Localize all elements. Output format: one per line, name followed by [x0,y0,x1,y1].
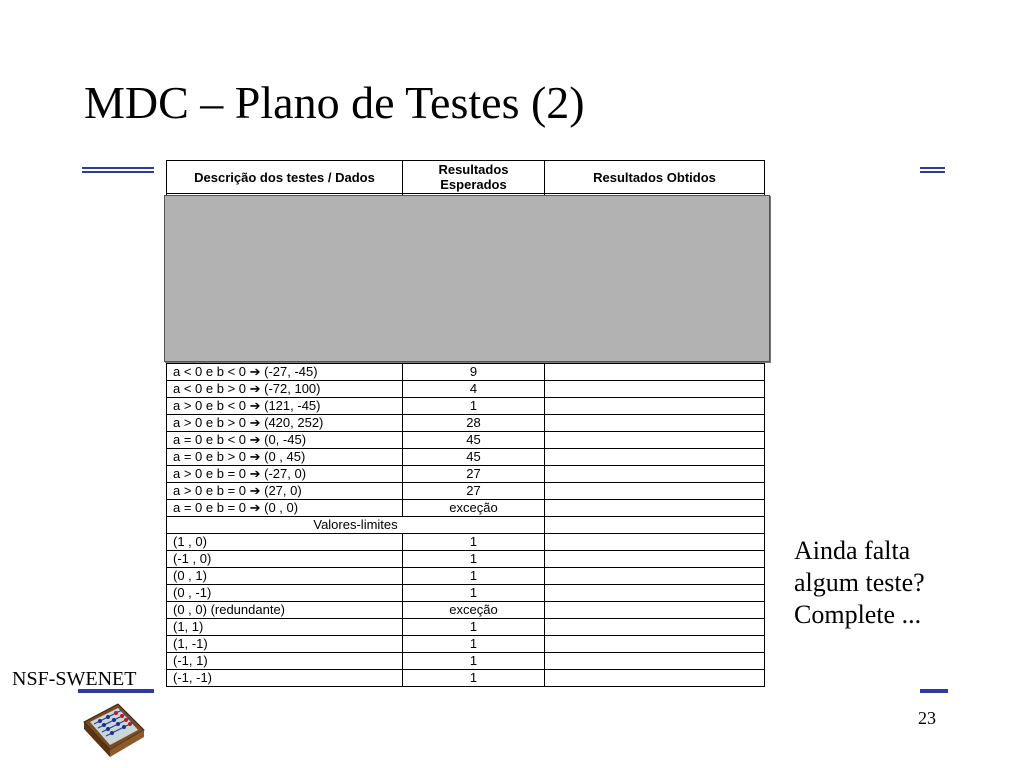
table-row [167,602,765,619]
table-row [167,415,765,432]
header-obtained: Resultados Obtidos [545,161,765,194]
expected-result-cell: 27 [403,466,545,483]
table-row [167,432,765,449]
test-description-cell: a = 0 e b = 0 ➔ (0 , 0) [167,500,403,517]
expected-result-cell: 1 [403,398,545,415]
obtained-result-cell [545,466,765,483]
obtained-result-cell [545,670,765,687]
test-description-cell: (0 , 1) [167,568,403,585]
obtained-result-cell [545,381,765,398]
obtained-result-cell [545,483,765,500]
expected-result-cell: 4 [403,381,545,398]
obtained-result-cell [545,619,765,636]
table-row [167,551,765,568]
table-row [167,568,765,585]
obtained-result-cell [545,398,765,415]
side-note-line-2: algum teste? [794,568,925,597]
expected-result-cell: 1 [403,670,545,687]
top-right-rule-2 [920,171,945,173]
expected-result-cell: 1 [403,568,545,585]
side-note [794,535,994,631]
expected-result-cell: 1 [403,551,545,568]
expected-result-cell: 9 [403,364,545,381]
table-row [167,670,765,687]
expected-result-cell: 1 [403,636,545,653]
test-description-cell: (1, -1) [167,636,403,653]
test-description-cell: a > 0 e b < 0 ➔ (121, -45) [167,398,403,415]
table-row [167,636,765,653]
abacus-logo-icon [78,700,148,760]
test-description-cell: (-1 , 0) [167,551,403,568]
obtained-result-cell [545,568,765,585]
test-description-cell: (0 , -1) [167,585,403,602]
footer-org: NSF-SWENET [12,668,137,690]
obtained-result-cell [545,602,765,619]
table-row [167,585,765,602]
expected-result-cell: 1 [403,585,545,602]
obtained-result-cell [545,415,765,432]
obtained-result-cell [545,534,765,551]
obtained-result-cell [545,585,765,602]
test-description-cell: a < 0 e b < 0 ➔ (-27, -45) [167,364,403,381]
gray-overlay-box [164,195,770,362]
top-left-rule-2 [82,171,154,173]
table-row [167,653,765,670]
test-description-cell: a < 0 e b > 0 ➔ (-72, 100) [167,381,403,398]
expected-result-cell: 1 [403,534,545,551]
obtained-result-cell [545,636,765,653]
table-row [167,534,765,551]
test-description-cell: (-1, 1) [167,653,403,670]
expected-result-cell: exceção [403,602,545,619]
test-description-cell: (1, 1) [167,619,403,636]
table-row [167,500,765,517]
obtained-result-cell [545,364,765,381]
header-description: Descrição dos testes / Dados [167,161,403,194]
header-expected: Resultados Esperados [403,161,545,194]
expected-result-cell: 27 [403,483,545,500]
test-description-cell: a > 0 e b = 0 ➔ (27, 0) [167,483,403,500]
obtained-result-cell [545,432,765,449]
table-header-row [167,161,765,194]
test-description-cell: a > 0 e b > 0 ➔ (420, 252) [167,415,403,432]
expected-result-cell: 45 [403,449,545,466]
table-row [167,381,765,398]
side-note-line-1: Ainda falta [794,536,911,565]
expected-result-cell: exceção [403,500,545,517]
section-obtained-cell [545,517,765,534]
table-row [167,619,765,636]
obtained-result-cell [545,449,765,466]
test-description-cell: a > 0 e b = 0 ➔ (-27, 0) [167,466,403,483]
obtained-result-cell [545,551,765,568]
page-number: 23 [918,708,936,728]
obtained-result-cell [545,653,765,670]
bottom-right-rule [920,689,948,693]
expected-result-cell: 28 [403,415,545,432]
table-row [167,466,765,483]
table-row [167,483,765,500]
expected-result-cell: 1 [403,653,545,670]
test-description-cell: (1 , 0) [167,534,403,551]
test-description-cell: a = 0 e b > 0 ➔ (0 , 45) [167,449,403,466]
top-right-rule [920,167,945,169]
test-description-cell: (0 , 0) (redundante) [167,602,403,619]
table-row [167,449,765,466]
obtained-result-cell [545,500,765,517]
test-description-cell: (-1, -1) [167,670,403,687]
test-description-cell: a = 0 e b < 0 ➔ (0, -45) [167,432,403,449]
table-row [167,364,765,381]
expected-result-cell: 45 [403,432,545,449]
slide-title: MDC – Plano de Testes (2) [84,77,585,128]
top-left-rule [82,167,154,169]
table-row [167,398,765,415]
section-header-row [167,517,765,534]
section-title: Valores-limites [167,517,545,534]
side-note-line-3: Complete ... [794,600,922,629]
expected-result-cell: 1 [403,619,545,636]
